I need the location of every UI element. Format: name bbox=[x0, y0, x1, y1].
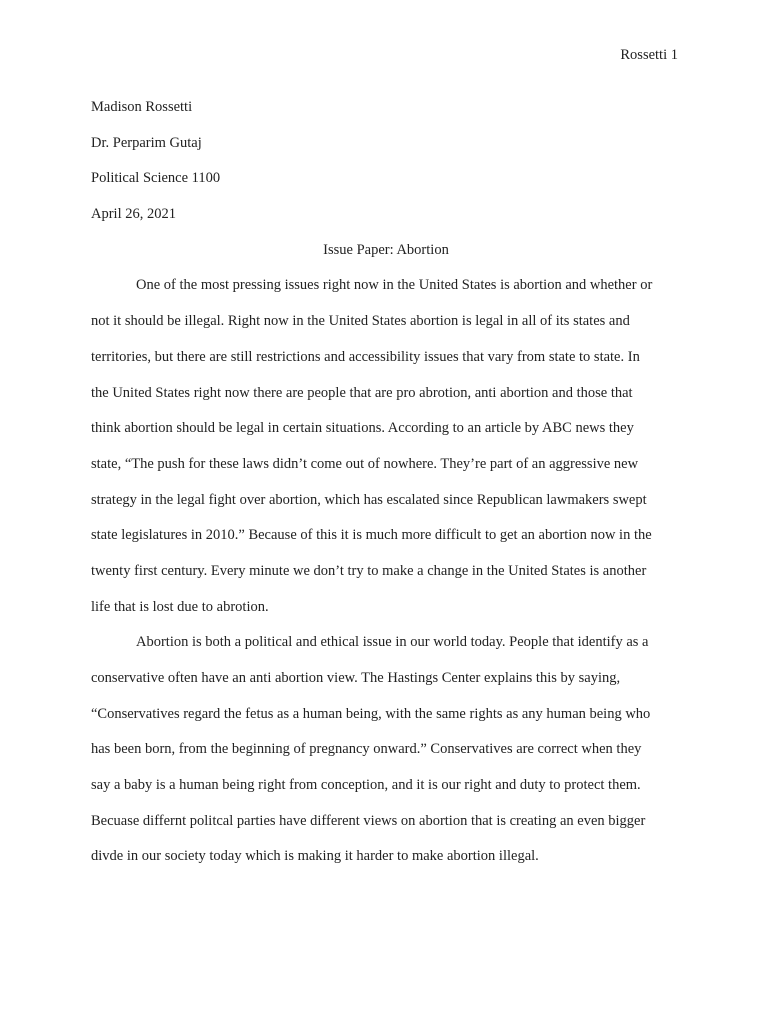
text-line: say a baby is a human being right from conception, and it is our right and duty to protect them. bbox=[91, 777, 641, 794]
text-line: divde in our society today which is making it harder to make abortion illegal. bbox=[91, 848, 539, 865]
text-line: has been born, from the beginning of pregnancy onward.” Conservatives are correct when they bbox=[91, 741, 642, 758]
text-line: One of the most pressing issues right now in the United States is abortion and whether or bbox=[136, 277, 653, 294]
text-line: strategy in the legal fight over abortion, which has escalated since Republican lawmakers swept bbox=[91, 491, 647, 508]
text-line: state, “The push for these laws didn’t come out of nowhere. They’re part of an aggressive new bbox=[91, 455, 639, 472]
text-line: the United States right now there are people that are pro abrotion, anti abortion and those that bbox=[91, 384, 633, 401]
paragraph-1 bbox=[91, 268, 681, 625]
text-line: think abortion should be legal in certain situations. According to an article by ABC news they bbox=[91, 420, 634, 437]
text-line: life that is lost due to abrotion. bbox=[91, 598, 269, 615]
text-line: territories, but there are still restrictions and accessibility issues that vary from state to state. In bbox=[91, 348, 640, 365]
document-body bbox=[91, 90, 681, 875]
text-line: “Conservatives regard the fetus as a human being, with the same rights as any human being who bbox=[91, 705, 651, 722]
page-header: Rossetti 1 bbox=[620, 47, 678, 63]
date-line: April 26, 2021 bbox=[91, 206, 176, 223]
text-line: Abortion is both a political and ethical issue in our world today. People that identify as a bbox=[136, 634, 649, 651]
author-name: Madison Rossetti bbox=[91, 99, 193, 115]
instructor-name: Dr. Perparim Gutaj bbox=[91, 134, 202, 151]
text-line: Becuase differnt politcal parties have different views on abortion that is creating an even bigger bbox=[91, 812, 646, 829]
text-line: state legislatures in 2010.” Because of this it is much more difficult to get an abortion now in the bbox=[91, 527, 652, 544]
text-line: twenty first century. Every minute we don’t try to make a change in the United States is another bbox=[91, 562, 647, 579]
text-line: not it should be illegal. Right now in the United States abortion is legal in all of its states and bbox=[91, 313, 630, 330]
paragraph-2 bbox=[91, 625, 681, 875]
text-line: conservative often have an anti abortion view. The Hastings Center explains this by saying, bbox=[91, 670, 621, 686]
course-name: Political Science 1100 bbox=[91, 170, 221, 187]
paper-title: Issue Paper: Abortion bbox=[323, 241, 449, 258]
